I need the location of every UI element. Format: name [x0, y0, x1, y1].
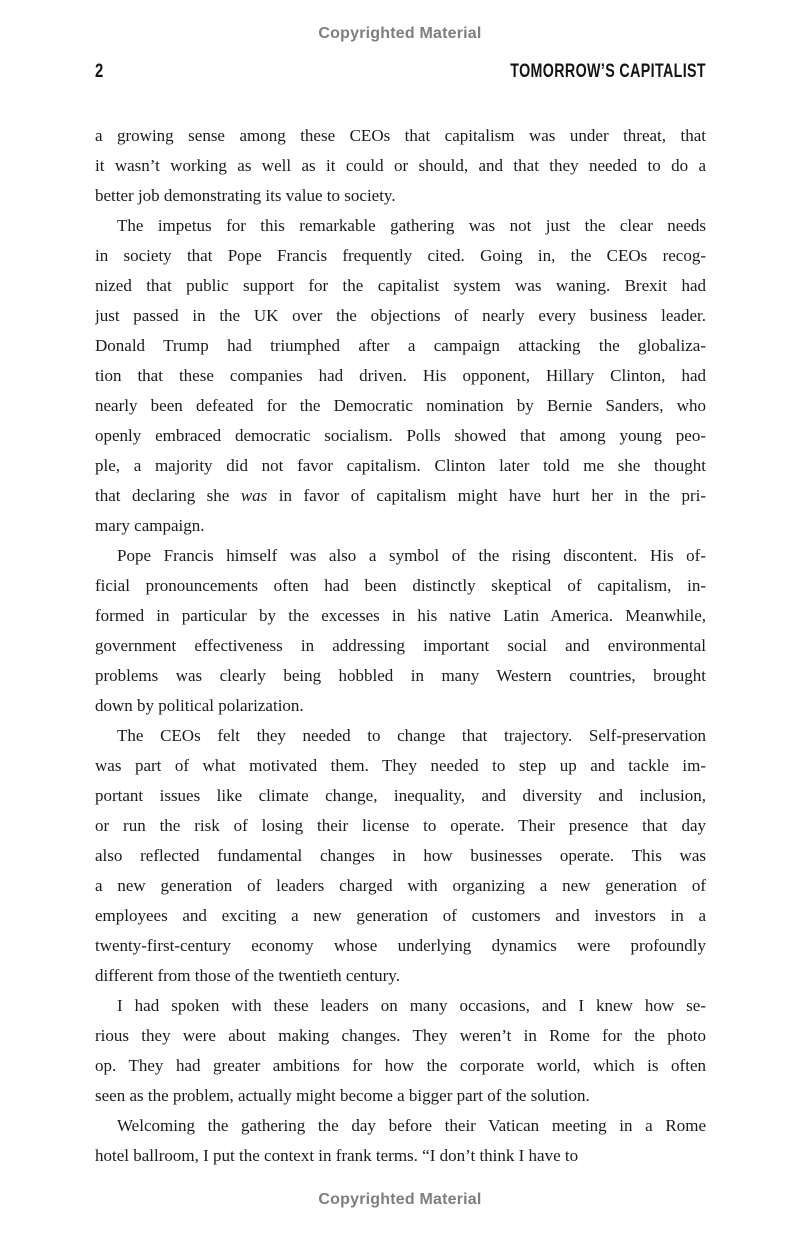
paragraph [95, 541, 706, 721]
text-line: better job demonstrating its value to society. [95, 186, 396, 205]
text-line: The impetus for this remarkable gathering was not just the clear needs [117, 216, 706, 235]
paragraph [95, 121, 706, 211]
text-line: employees and exciting a new generation of customers and investors in a [95, 906, 706, 925]
text-line: ple, a majority did not favor capitalism. Clinton later told me she thought [95, 456, 706, 475]
text-line: a new generation of leaders charged with organizing a new generation of [95, 876, 706, 895]
text-line: that declaring she was in favor of capitalism might have hurt her in the pri- [95, 486, 706, 505]
body-text [95, 121, 706, 1171]
text-line: down by political polarization. [95, 696, 304, 715]
text-line: Welcoming the gathering the day before their Vatican meeting in a Rome [117, 1116, 706, 1135]
text-line: in society that Pope Francis frequently cited. Going in, the CEOs recog- [95, 246, 706, 265]
text-line: The CEOs felt they needed to change that trajectory. Self-preservation [117, 726, 706, 745]
page-number: 2 [95, 61, 104, 82]
text-line: was part of what motivated them. They needed to step up and tackle im- [95, 756, 706, 775]
paragraph [95, 1111, 706, 1171]
text-line: government effectiveness in addressing important social and environmental [95, 636, 706, 655]
copyright-watermark-bottom: Copyrighted Material [318, 1191, 482, 1208]
text-line: op. They had greater ambitions for how the corporate world, which is often [95, 1056, 706, 1075]
text-line: Pope Francis himself was also a symbol of the rising discontent. His of- [117, 546, 706, 565]
text-line: seen as the problem, actually might become a bigger part of the solution. [95, 1086, 590, 1105]
running-head-title: TOMORROW’S CAPITALIST [510, 61, 706, 82]
text-line: nearly been defeated for the Democratic nomination by Bernie Sanders, who [95, 396, 706, 415]
text-line: also reflected fundamental changes in how businesses operate. This was [95, 846, 706, 865]
running-header [95, 61, 706, 81]
paragraph [95, 991, 706, 1111]
text-line: openly embraced democratic socialism. Polls showed that among young peo- [95, 426, 706, 445]
text-line: a growing sense among these CEOs that capitalism was under threat, that [95, 126, 706, 145]
text-line: tion that these companies had driven. His opponent, Hillary Clinton, had [95, 366, 706, 385]
paragraph [95, 721, 706, 991]
text-line: mary campaign. [95, 516, 205, 535]
text-line: I had spoken with these leaders on many occasions, and I knew how se- [117, 996, 706, 1015]
paragraph [95, 211, 706, 541]
text-line: formed in particular by the excesses in his native Latin America. Meanwhile, [95, 606, 706, 625]
text-line: rious they were about making changes. They weren’t in Rome for the photo [95, 1026, 706, 1045]
text-line: ficial pronouncements often had been distinctly skeptical of capitalism, in- [95, 576, 706, 595]
text-line: twenty-first-century economy whose underlying dynamics were profoundly [95, 936, 706, 955]
text-line: or run the risk of losing their license to operate. Their presence that day [95, 816, 706, 835]
copyright-watermark-top: Copyrighted Material [318, 25, 482, 42]
text-line: portant issues like climate change, inequality, and diversity and inclusion, [95, 786, 706, 805]
text-line: problems was clearly being hobbled in many Western countries, brought [95, 666, 706, 685]
text-line: Donald Trump had triumphed after a campaign attacking the globaliza- [95, 336, 706, 355]
text-line: different from those of the twentieth century. [95, 966, 400, 985]
text-line: it wasn’t working as well as it could or should, and that they needed to do a [95, 156, 706, 175]
text-line: nized that public support for the capitalist system was waning. Brexit had [95, 276, 706, 295]
text-line: just passed in the UK over the objections of nearly every business leader. [95, 306, 706, 325]
text-line: hotel ballroom, I put the context in frank terms. “I don’t think I have to [95, 1146, 579, 1165]
